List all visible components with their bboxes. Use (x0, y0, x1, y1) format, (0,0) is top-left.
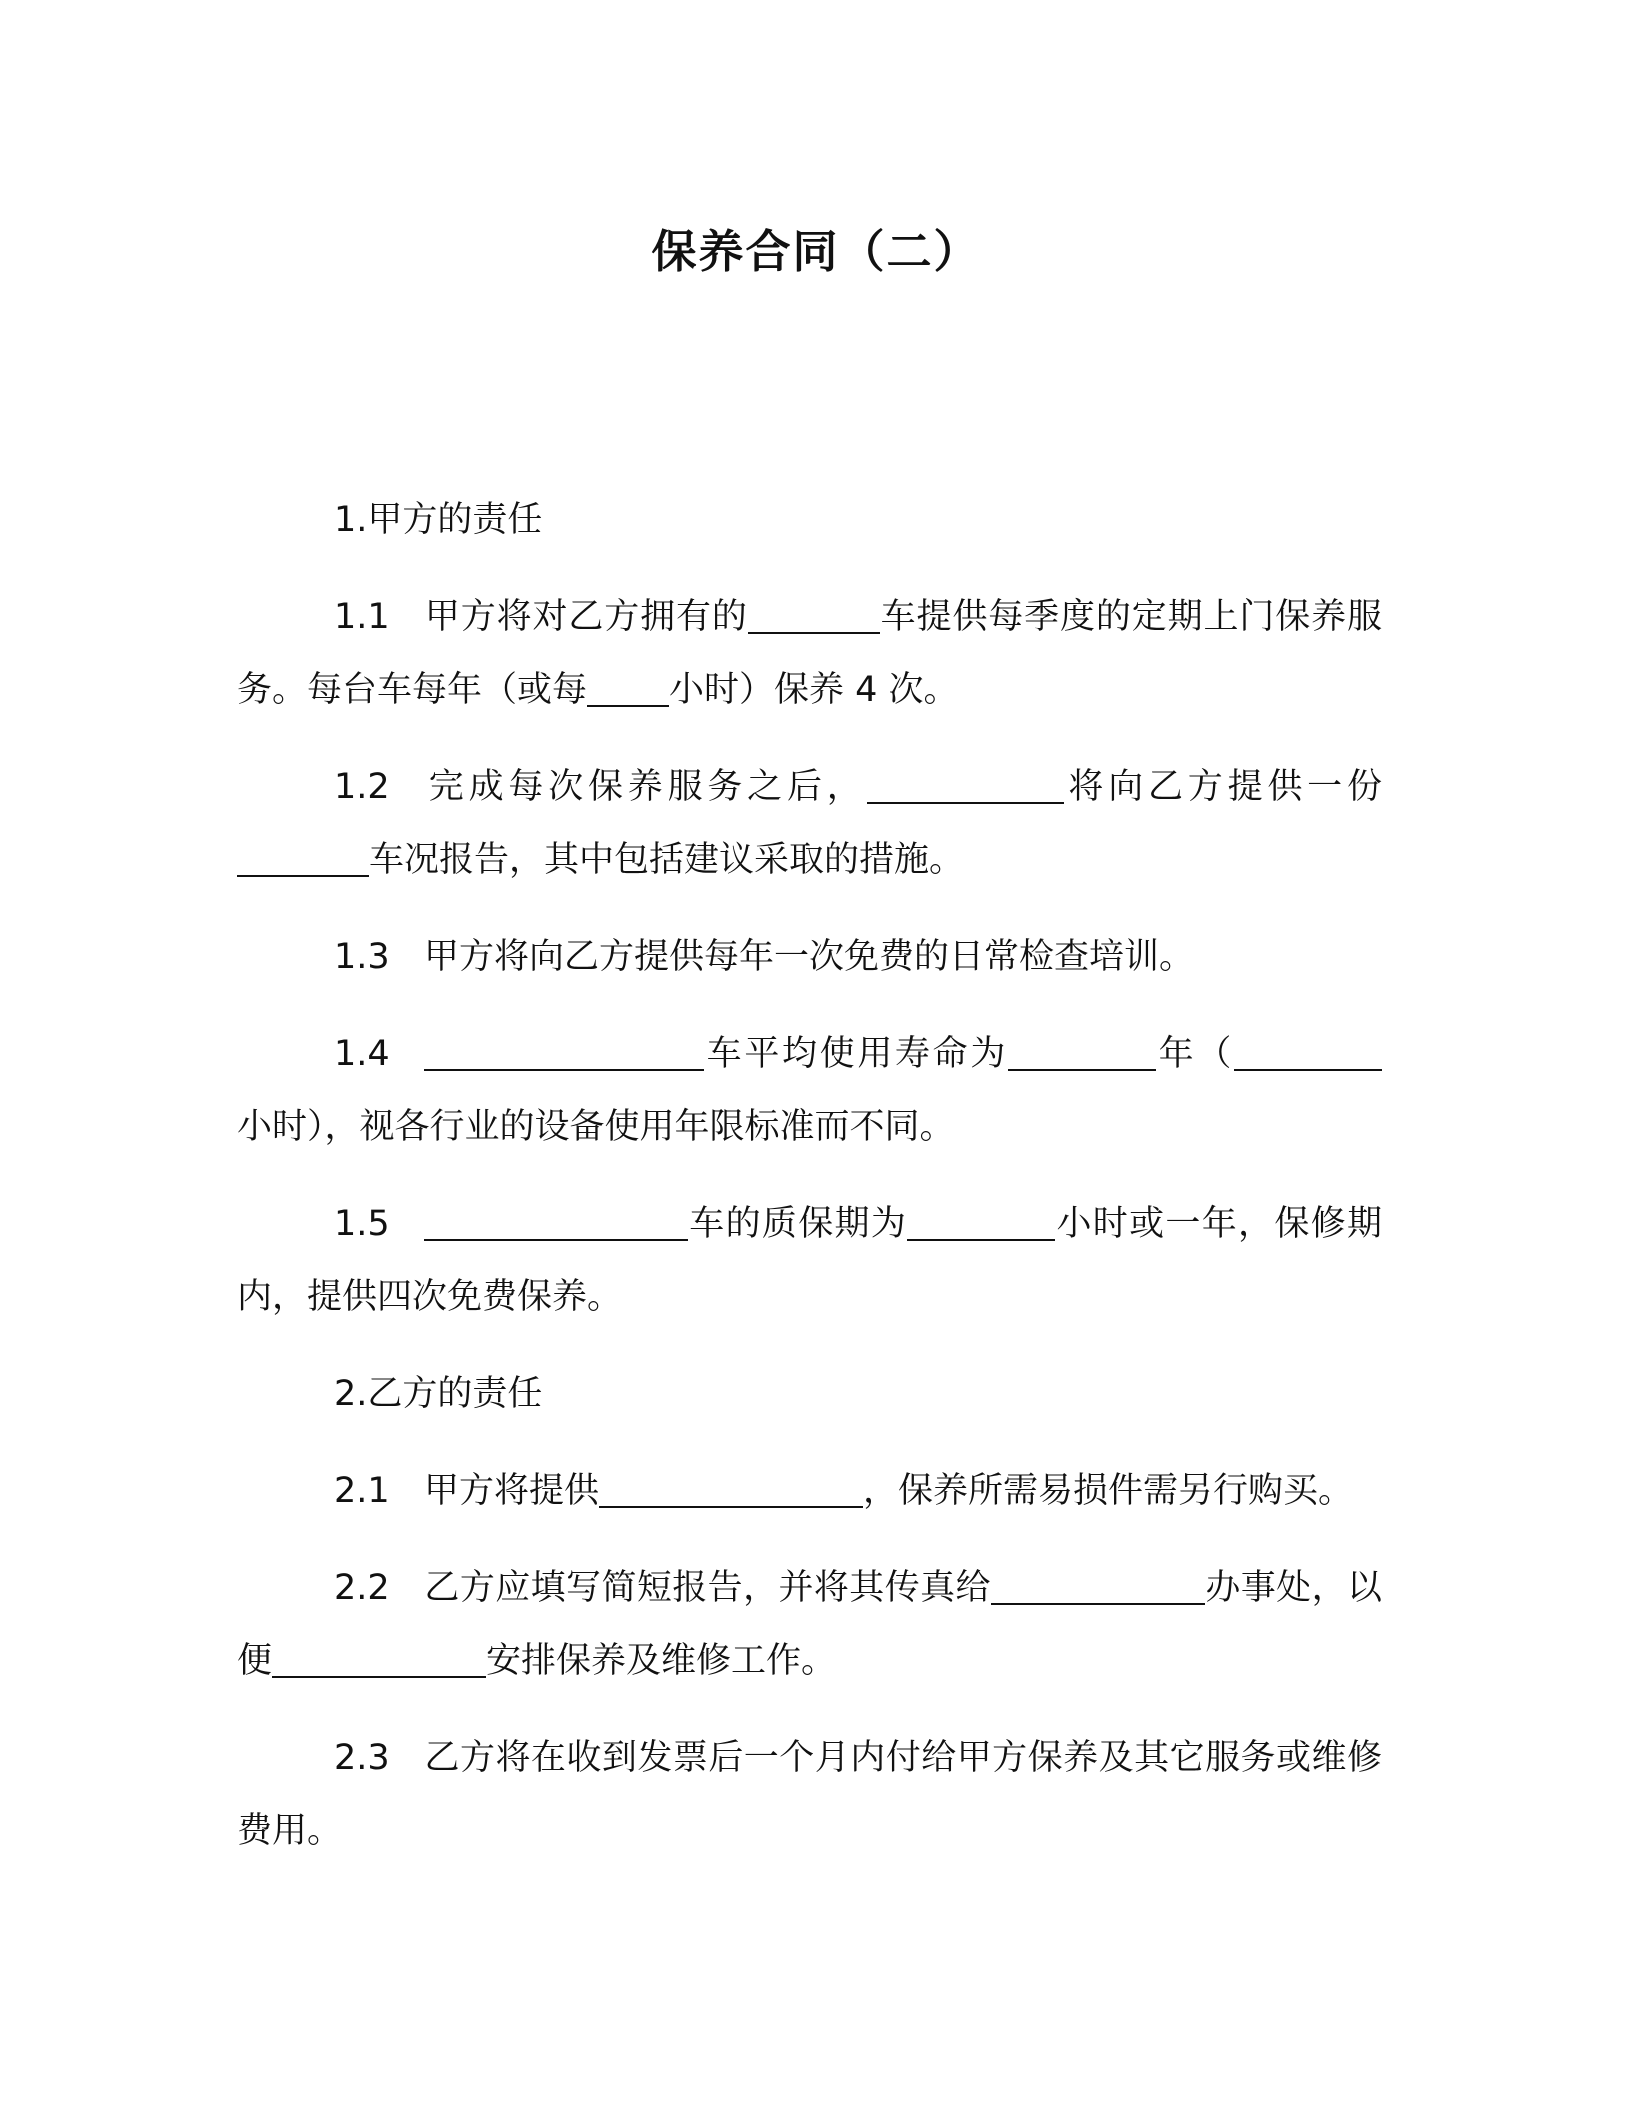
clause-2-1 (237, 1455, 1382, 1528)
clause-text: 甲方将对乙方拥有的 (424, 597, 748, 637)
section-heading-2: 2.乙方的责任 (334, 1374, 543, 1414)
clause-text: 年（ (1155, 1034, 1234, 1074)
fill-in-blank[interactable] (237, 841, 369, 877)
document-body (237, 484, 1382, 1892)
clause-text: 将向乙方提供一份 (1063, 767, 1382, 807)
clause-number: 1.3 (334, 937, 390, 977)
clause-number: 2.1 (334, 1471, 390, 1511)
clause-2-2 (237, 1552, 1382, 1698)
section-heading-1: 1.甲方的责任 (334, 500, 543, 540)
clause-text: 安排保养及维修工作。 (486, 1641, 837, 1681)
clause-1-5 (237, 1188, 1382, 1334)
clause-1-2 (237, 751, 1382, 897)
clause-text: 小时）保养 4 次。 (669, 670, 959, 710)
fill-in-blank[interactable] (424, 1035, 704, 1071)
fill-in-blank[interactable] (272, 1642, 486, 1678)
clause-2-3 (237, 1722, 1382, 1868)
clause-text: 甲方将提供 (424, 1471, 600, 1511)
fill-in-blank[interactable] (587, 671, 669, 707)
fill-in-blank[interactable] (1008, 1035, 1156, 1071)
clause-text: 完成每次保养服务之后， (424, 767, 867, 807)
clause-number: 1.1 (334, 597, 390, 637)
clause-1-1 (237, 581, 1382, 727)
clause-text: 车提供每季度的定期上门保养服务。每台车每年（或每 (237, 597, 1382, 710)
document-title: 保养合同（二） (651, 225, 981, 278)
clause-text: 小时或一年，保修期内，提供四次免费保养。 (237, 1204, 1382, 1317)
clause-text: 办事处，以便 (237, 1568, 1382, 1681)
fill-in-blank[interactable] (907, 1205, 1055, 1241)
clause-1-3 (237, 921, 1382, 994)
clause-text: 车平均使用寿命为 (704, 1034, 1008, 1074)
fill-in-blank[interactable] (1234, 1035, 1382, 1071)
clause-number: 1.4 (334, 1034, 390, 1074)
clause-number: 2.3 (334, 1738, 390, 1778)
clause-text: 乙方应填写简短报告，并将其传真给 (424, 1568, 991, 1608)
clause-text: 车况报告，其中包括建议采取的措施。 (369, 840, 965, 880)
fill-in-blank[interactable] (748, 598, 880, 634)
clause-text: 车的质保期为 (688, 1204, 908, 1244)
clause-text: 甲方将向乙方提供每年一次免费的日常检查培训。 (424, 937, 1195, 977)
clause-number: 2.2 (334, 1568, 390, 1608)
clause-text: 乙方将在收到发票后一个月内付给甲方保养及其它服务或维修费用。 (237, 1738, 1382, 1851)
fill-in-blank[interactable] (991, 1569, 1205, 1605)
clause-1-4 (237, 1018, 1382, 1164)
clause-number: 1.2 (334, 767, 390, 807)
clause-text: 小时），视各行业的设备使用年限标准而不同。 (237, 1107, 955, 1147)
fill-in-blank[interactable] (599, 1472, 863, 1508)
fill-in-blank[interactable] (867, 768, 1064, 804)
fill-in-blank[interactable] (424, 1205, 688, 1241)
clause-number: 1.5 (334, 1204, 390, 1244)
clause-text: ，保养所需易损件需另行购买。 (863, 1471, 1354, 1511)
